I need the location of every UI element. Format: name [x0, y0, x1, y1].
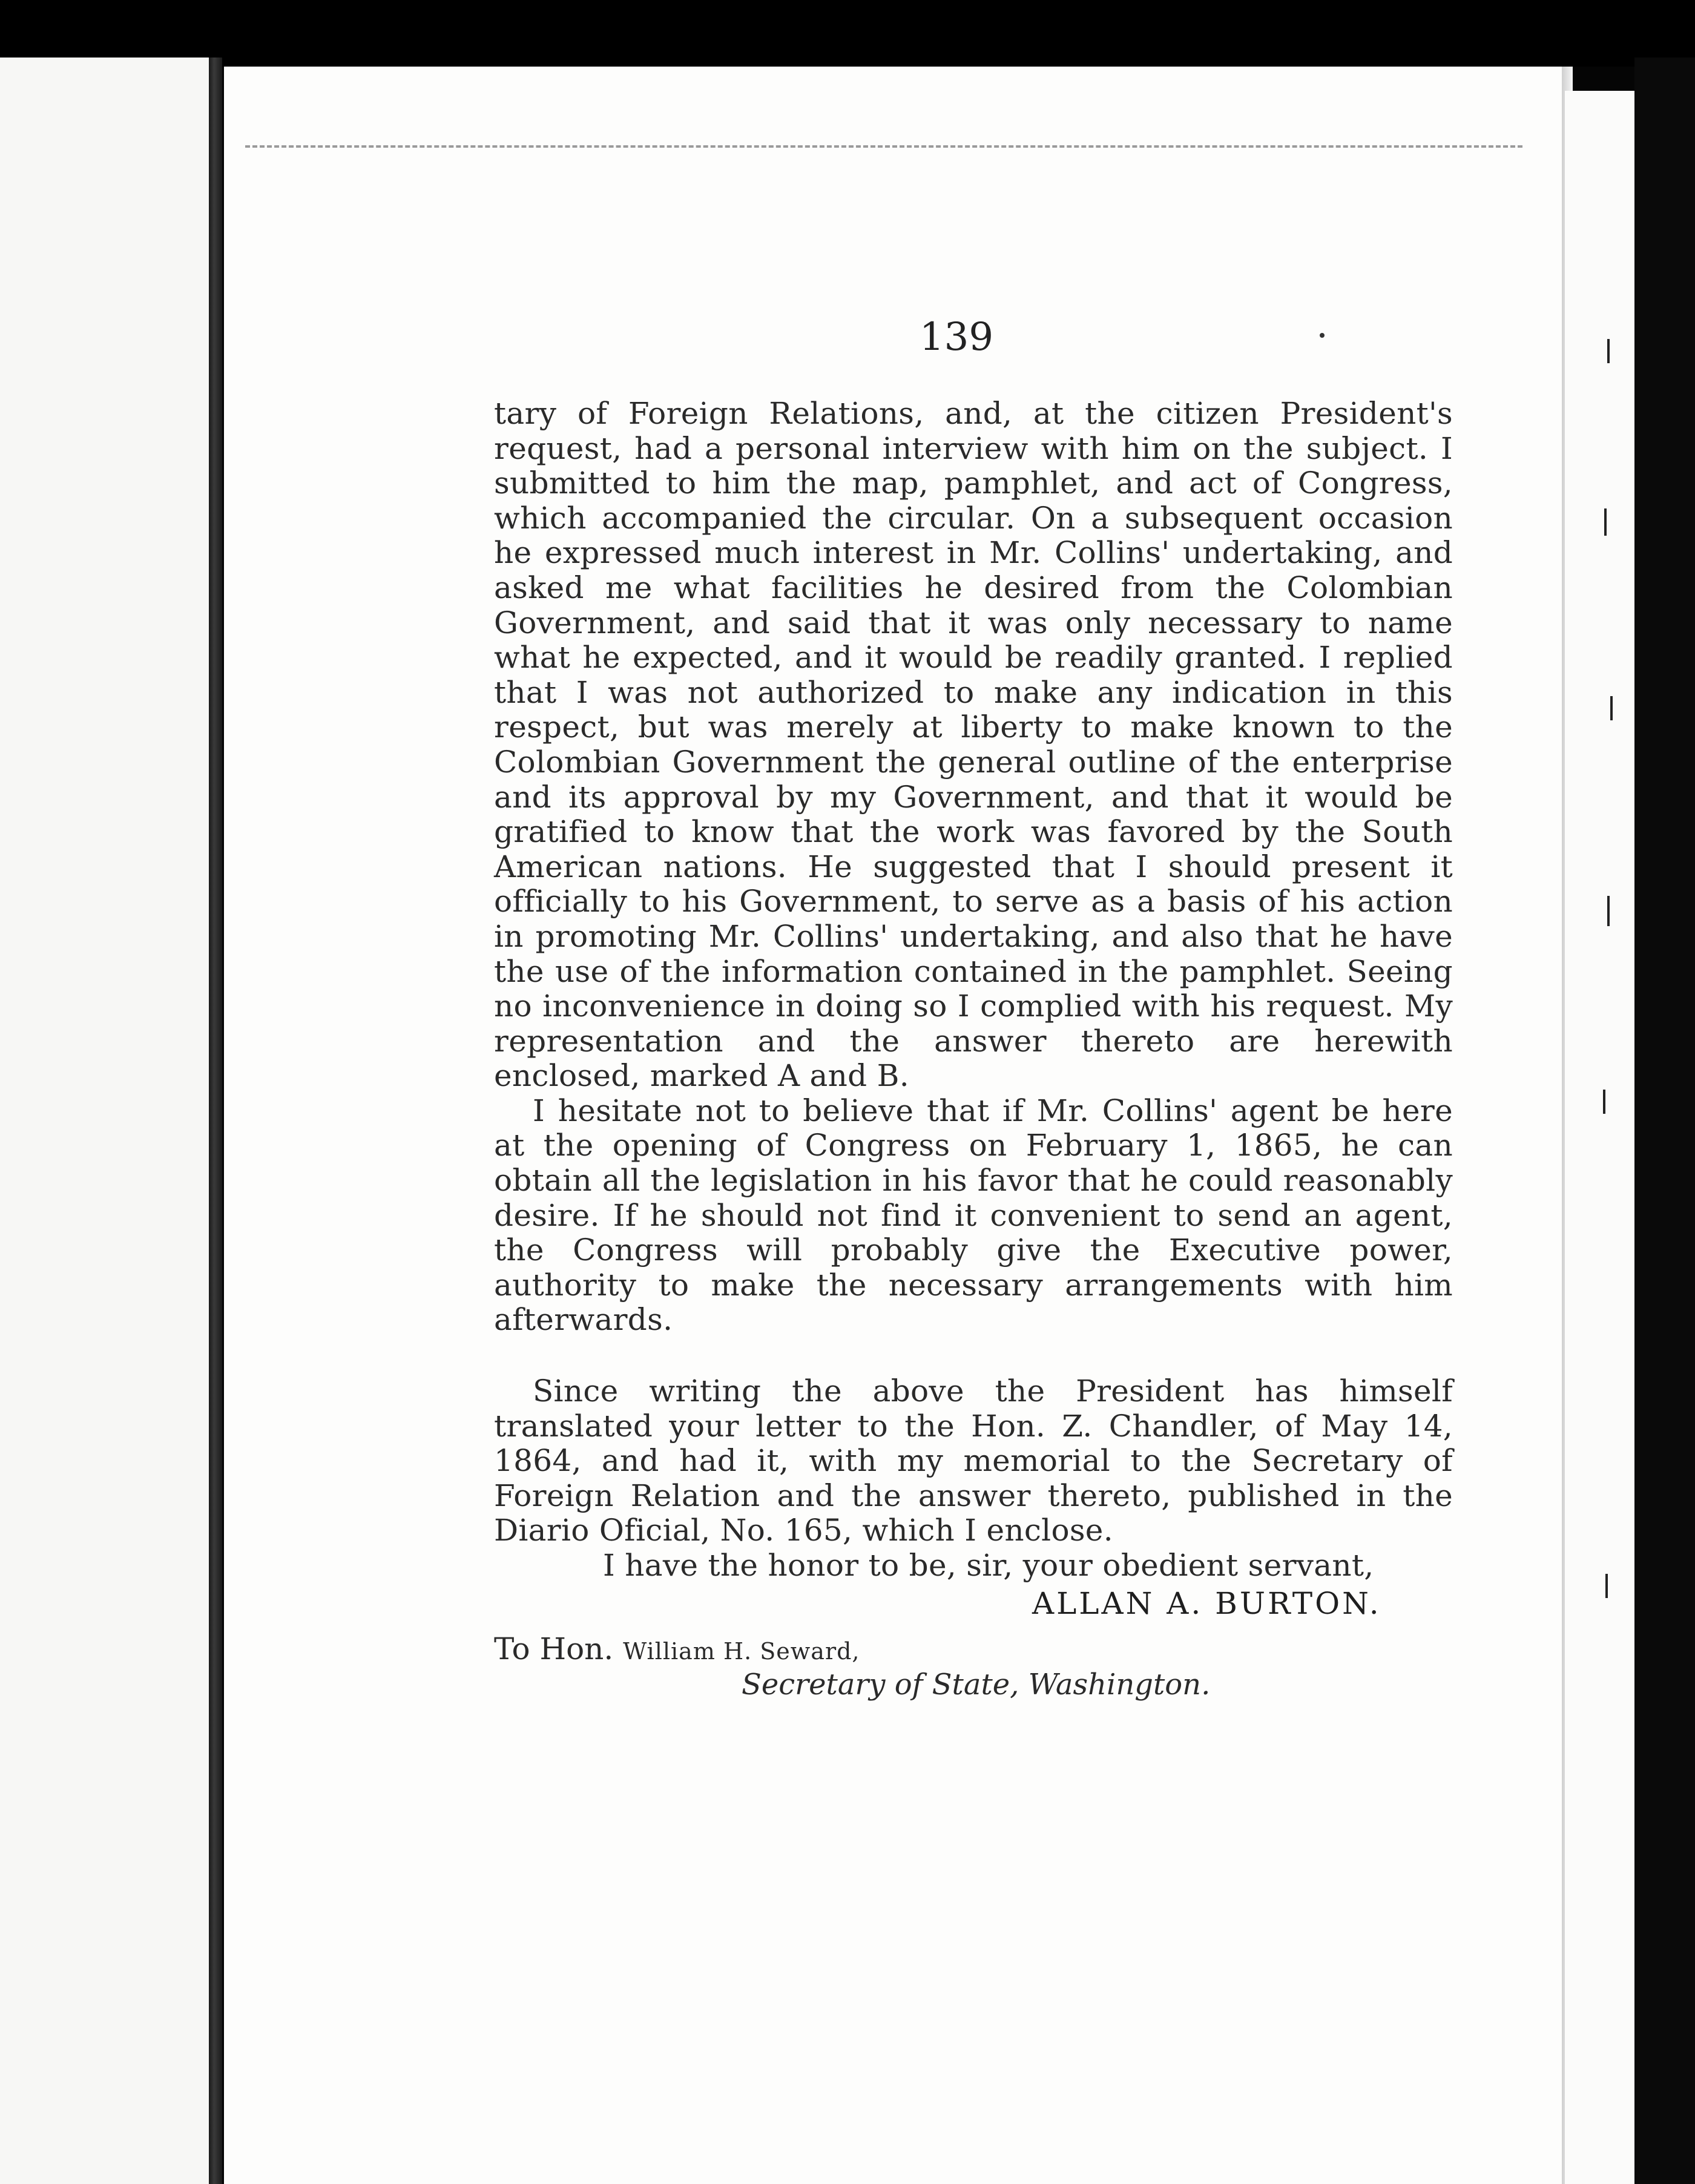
previous-page-edge	[0, 58, 209, 2184]
margin-mark	[1607, 339, 1610, 363]
addressee-prefix: To Hon.	[494, 1631, 614, 1666]
book-gutter	[209, 58, 222, 2184]
closing-line: I have the honor to be, sir, your obedient servant,	[603, 1548, 1374, 1583]
margin-mark	[1607, 896, 1610, 926]
paragraph-3: Since writing the above the President has himself translated your letter to the Hon. Z. Chandler, of May 14, 1864, and had it, with my memorial to the Secretary of Foreign Relation and the answer thereto, published in the Diario Oficial, No. 165, which I enclose.	[494, 1373, 1453, 1548]
stray-mark	[1320, 333, 1325, 338]
addressee-line	[494, 1631, 860, 1666]
page-number: 139	[919, 315, 994, 360]
addressee-name: William H. Seward,	[623, 1638, 860, 1665]
scan-right-border	[1634, 58, 1695, 2184]
paragraph-1: tary of Foreign Relations, and, at the citizen President's request, had a personal interview with him on the subject. I submitted to him the map, pamphlet, and act of Congress, which accompanied the circular. On a subsequent occasion he expressed much interest in Mr. Collins' undertaking, and asked me what facilities he desired from the Colombian Government, and said that it was only necessary to name what he expected, and it would be readily granted. I replied that I was not authorized to make any indication in this respect, but was merely at liberty to make known to the Colombian Government the general outline of the enterprise and its approval by my Government, and that it would be gratified to know that the work was favored by the South American nations. He suggested that I should present it officially to his Government, to serve as a basis of his action in promoting Mr. Collins' undertaking, and also that he have the use of the information contained in the pamphlet. Seeing no inconvenience in doing so I complied with his request. My representation and the answer thereto are herewith enclosed, marked A and B.	[494, 396, 1453, 1094]
paragraph-2: I hesitate not to believe that if Mr. Collins' agent be here at the opening of Congress on February 1, 1865, he can obtain all the legislation in his favor that he could reasonably desire. If he should not find it convenient to send an agent, the Congress will probably give the Executive power, authority to make the necessary arrangements with him afterwards.	[494, 1093, 1453, 1338]
addressee-title: Secretary of State, Washington.	[742, 1668, 1211, 1702]
header-rule	[245, 145, 1522, 148]
margin-mark	[1610, 696, 1613, 720]
scan-top-border	[0, 0, 1695, 67]
body-text	[494, 396, 1453, 1584]
margin-mark	[1605, 1574, 1608, 1598]
margin-mark	[1603, 1090, 1605, 1114]
signature: ALLAN A. BURTON.	[1032, 1586, 1381, 1621]
margin-mark	[1604, 508, 1607, 536]
